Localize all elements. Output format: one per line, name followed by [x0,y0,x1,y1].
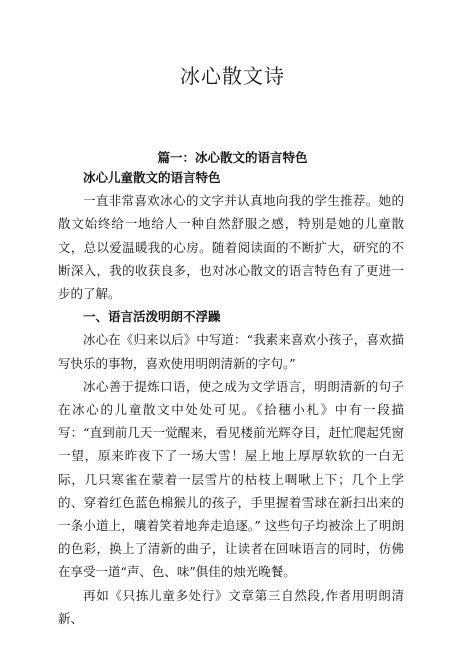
section-heading: 篇一：冰心散文的语言特色 [157,150,308,165]
document-title: 冰心散文诗 [180,64,285,88]
subheading: 一、语言活泼明朗不浮躁 [83,309,221,325]
document-body [58,166,404,630]
paragraph: 再如《只拣儿童多处行》文章第三自然段,作者用明朗清新、 [58,587,404,626]
paragraph: 冰心善于提炼口语，使之成为文学语言，明朗清新的句子在冰心的儿童散文中处处可见。《拾穗小札》中有一段描写：“直到前几天一觉醒来，看见楼前光辉夺目，赶忙爬起凭窗一望，原来昨夜下了一场大雪！屋上地上厚厚软软的一白无际，几只寒雀在蒙着一层雪片的枯枝上啁啾上下；几个上学的、穿着红色蓝色棉猴儿的孩子，手里握着雪球在新扫出来的一条小道上，嚷着笑着地奔走追逐。” 这些句子均被涂上了明朗的色彩，换上了清新的曲子，让读者在回味语言的同时，仿佛在享受一道“声、色、味”俱佳的烛光晚餐。 [58,378,404,580]
paragraph: 冰心在《归来以后》中写道：“我素来喜欢小孩子，喜欢描写快乐的事物，喜欢使用明朗清新的字句。” [58,332,404,371]
subheading: 冰心儿童散文的语言特色 [83,170,221,185]
paragraph: 一直非常喜欢冰心的文字并认真地向我的学生推荐。她的散文始终给一地给人一种自然舒服之感，特别是她的儿童散文，总以爱温暖我的心房。随着阅读面的不断扩大，研究的不断深入，我的收获良多，也对冰心散文的语言特色有了更进一步的了解。 [58,193,404,302]
